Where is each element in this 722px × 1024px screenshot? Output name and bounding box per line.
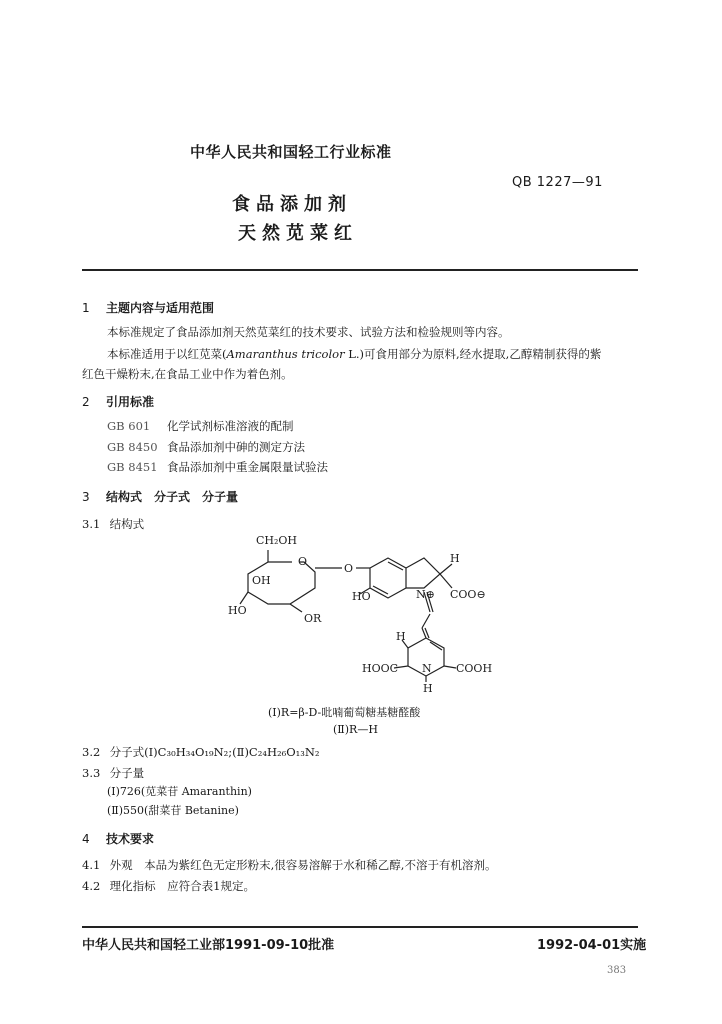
structure-label-ring-o: O [298, 555, 308, 568]
para-text: L.)可食用部分为原料,经水提取,乙醇精制获得的紫 [344, 347, 602, 361]
reference-title: 化学试剂标准溶液的配制 [167, 419, 294, 433]
reference-title: 食品添加剂中砷的测定方法 [167, 440, 305, 454]
reference-code: GB 8450 [107, 440, 158, 454]
page-number: 383 [607, 965, 627, 976]
section-number: 2 [82, 395, 90, 409]
reference-code: GB 601 [107, 419, 151, 433]
subsection-3-3 [82, 765, 144, 781]
footer-divider [82, 926, 638, 928]
subsection-number: 4.2 [82, 879, 101, 893]
structure-label-n: N [422, 662, 432, 675]
section-3-heading [82, 488, 238, 505]
section-4-heading [82, 830, 154, 847]
section-1-paragraph-1: 本标准规定了食品添加剂天然苋菜红的技术要求、试验方法和检验规则等内容。 [107, 325, 510, 339]
structural-formula [220, 528, 520, 703]
section-1-paragraph-2-cont: 红色干燥粉末,在食品工业中作为着色剂。 [82, 367, 293, 381]
structure-label-or: OR [304, 612, 322, 625]
structure-caption-2: (Ⅱ)R—H [333, 723, 378, 736]
reference-item [107, 439, 305, 455]
subsection-text: 外观 本品为紫红色无定形粉末,很容易溶解于水和稀乙醇,不溶于有机溶剂。 [109, 858, 497, 872]
latin-species-name: Amaranthus tricolor [226, 347, 345, 361]
section-number: 4 [82, 832, 90, 846]
approval-line: 中华人民共和国轻工业部1991-09-10批准 [82, 938, 335, 953]
structure-label-h: H [396, 630, 406, 643]
header-divider [82, 269, 638, 271]
structure-label-coo-minus: COO⊖ [450, 588, 486, 601]
reference-item [107, 418, 294, 434]
subsection-number: 3.1 [82, 517, 101, 531]
subsection-number: 3.2 [82, 745, 101, 759]
molecular-formula: 分子式(Ⅰ)C₃₀H₃₄O₁₉N₂;(Ⅱ)C₂₄H₂₆O₁₃N₂ [109, 745, 320, 759]
molecular-weight-1: (Ⅰ)726(苋菜苷 Amaranthin) [107, 785, 252, 798]
subsection-4-2 [82, 878, 255, 894]
structure-label-h: H [450, 552, 460, 565]
document-title-line2: 天然苋菜红 [238, 223, 358, 244]
subsection-text: 理化指标 应符合表1规定。 [109, 879, 255, 893]
structure-label-phenol-ho: HO [352, 590, 371, 603]
section-1-heading [82, 299, 214, 316]
issuing-body-title: 中华人民共和国轻工行业标准 [190, 143, 392, 161]
section-title: 技术要求 [106, 832, 155, 846]
section-1-paragraph-2 [107, 346, 601, 362]
structure-caption-1: (Ⅰ)R=β-D-吡喃葡萄糖基糖醛酸 [268, 706, 421, 719]
document-title-line1: 食品添加剂 [232, 194, 352, 215]
molecular-weight-2: (Ⅱ)550(甜菜苷 Betanine) [107, 804, 239, 817]
structure-label-ch2oh: CH₂OH [256, 534, 298, 547]
structure-label-link-o: O [344, 562, 354, 575]
structure-label-hooc: HOOC [362, 662, 399, 675]
subsection-label: 分子量 [109, 766, 145, 780]
reference-title: 食品添加剂中重金属限量试验法 [167, 460, 328, 474]
standard-code: QB 1227—91 [512, 175, 603, 190]
section-number: 1 [82, 301, 90, 315]
para-text: 本标准适用于以红苋菜( [107, 347, 227, 361]
subsection-3-2 [82, 744, 320, 760]
section-title: 主题内容与适用范围 [106, 301, 215, 315]
structure-label-oh: OH [252, 574, 271, 587]
structure-label-cooh: COOH [456, 662, 493, 675]
structure-label-h: H [423, 682, 433, 695]
section-title: 引用标准 [106, 395, 155, 409]
implementation-date: 1992-04-01实施 [537, 938, 647, 953]
subsection-3-1 [82, 516, 144, 532]
subsection-label: 结构式 [109, 517, 145, 531]
section-2-heading [82, 393, 154, 410]
reference-item [107, 459, 328, 475]
structure-label-ho: HO [228, 604, 247, 617]
reference-code: GB 8451 [107, 460, 158, 474]
subsection-number: 4.1 [82, 858, 101, 872]
section-title: 结构式 分子式 分子量 [106, 490, 239, 504]
section-number: 3 [82, 490, 90, 504]
subsection-number: 3.3 [82, 766, 101, 780]
subsection-4-1 [82, 857, 496, 873]
structure-label-n-plus: N⊕ [416, 588, 435, 601]
